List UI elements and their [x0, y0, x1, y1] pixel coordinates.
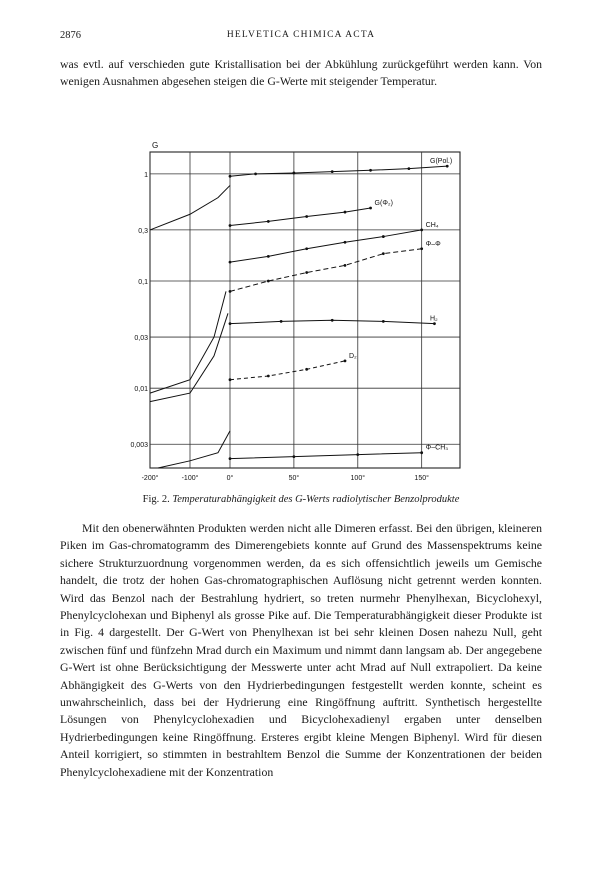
- data-point: [229, 290, 232, 293]
- y-tick-label: 0,1: [138, 279, 148, 287]
- data-point: [229, 224, 232, 227]
- y-tick-label: 1: [144, 171, 148, 179]
- data-point: [267, 280, 270, 283]
- x-tick-label: 100°: [350, 475, 366, 482]
- series-line: [230, 230, 422, 262]
- body-paragraph-text: Mit den obenerwähnten Produkten werden nicht alle Dimeren erfasst. Bei den übrigen, kleineren Piken im Gas-chromatogramm des Dimerengebiets konnte auf Grund des Massenspektrums keine sichere Strukturzuordnung vorgenommen werden, da es sich offensichtlich jeweils um Gemische handelt, die trotz der hohen Gas-chromatographischen Auflösung nicht getrennt werden konnten. Wird das Benzol nach der Bestrahlung hydriert, so treten nurmehr Phenylhexan, Bicyclohexyl, Phenylcyclohexan und Biphenyl als grosse Pike auf. Die Temperaturabhängigkeit dieser Produkte ist in Fig. 4 dargestellt. Der G-Wert von Phenylhexan ist bei sehr kleinen Dosen nahezu Null, geht zwischen fünf und fünfzehn Mrad durch ein Maximum und nimmt dann langsam ab. Der angegebene G-Wert ist ohne Berücksichtigung der Messwerte unter acht Mrad auf Null extrapoliert. Da keine Abhängigkeit des G-Werts von den Hydrierbedingungen festgestellt werden konnte, scheint es unwahrscheinlich, dass bei der Hydrierung eine Ringöffnung auftritt. Synthetisch hergestellte Lösungen von Phenylcyclohexadien und Bicyclohexadienyl ergaben unter denselben Hydrierbedingungen keine Ringöffnung. Ersteres ergibt kleine Mengen Biphenyl. Wird für diesen Anteil korrigiert, so stimmten in bestrahltem Benzol die Summe der Konzentrationen der beiden Phenylcyclohexadiene mit der Konzentration: [60, 521, 542, 779]
- data-point: [420, 451, 423, 454]
- figure-2: [130, 138, 470, 488]
- series-label: G(Φ₂): [374, 200, 393, 208]
- series-line: [230, 453, 422, 459]
- body-paragraph: [60, 520, 542, 781]
- y-axis-label: G: [152, 141, 159, 150]
- series-line: [230, 166, 447, 176]
- series-line: [230, 208, 371, 225]
- data-point: [305, 215, 308, 218]
- series-label: Φ–Φ: [425, 240, 441, 248]
- series-label: CH₄: [425, 221, 439, 229]
- data-point: [229, 378, 232, 381]
- series-line: [230, 361, 345, 380]
- data-point: [420, 247, 423, 250]
- figure-caption: [60, 494, 542, 505]
- data-point: [331, 170, 334, 173]
- data-point: [344, 359, 347, 362]
- y-tick-label: 0,003: [130, 442, 148, 450]
- data-point: [280, 320, 283, 323]
- intro-paragraph-text: was evtl. auf verschieden gute Kristallisation bei der Abkühlung zurückgeführt werden kann. Von wenigen Ausnahmen abgesehen steigen die G-Werte mit steigender Temperatur.: [60, 57, 542, 89]
- y-tick-label: 0,01: [134, 386, 148, 394]
- x-tick-label: 50°: [288, 475, 300, 482]
- data-point: [267, 375, 270, 378]
- data-point: [305, 271, 308, 274]
- series-label: H₂: [430, 315, 438, 323]
- x-tick-label: -100°: [181, 475, 199, 482]
- data-point: [254, 172, 257, 175]
- data-point: [382, 320, 385, 323]
- data-point: [267, 255, 270, 258]
- series-line: [230, 249, 422, 292]
- data-point: [344, 264, 347, 267]
- x-tick-label: -200°: [141, 475, 159, 482]
- data-point: [420, 229, 423, 232]
- x-tick-label: 150°: [414, 475, 429, 482]
- data-point: [292, 172, 295, 175]
- page-number: 2876: [60, 30, 81, 41]
- intro-paragraph: [60, 56, 542, 91]
- data-point: [433, 322, 436, 325]
- data-point: [382, 235, 385, 238]
- data-point: [292, 455, 295, 458]
- journal-title: HELVETICA CHIMICA ACTA: [226, 30, 376, 40]
- data-point: [369, 207, 372, 210]
- data-point: [344, 241, 347, 244]
- data-point: [331, 319, 334, 322]
- low-temperature-curve: [158, 431, 230, 468]
- data-point: [305, 368, 308, 371]
- x-tick-label: 0°: [226, 475, 234, 482]
- y-tick-label: 0,3: [138, 227, 148, 235]
- running-header: [60, 30, 542, 46]
- data-point: [356, 453, 359, 456]
- plot-frame: [150, 152, 460, 468]
- series-label: Φ–CH₃: [425, 444, 449, 452]
- data-point: [382, 252, 385, 255]
- data-point: [446, 165, 449, 168]
- caption-label: Fig. 2.: [142, 494, 170, 505]
- data-point: [305, 247, 308, 250]
- data-point: [369, 169, 372, 172]
- data-point: [229, 457, 232, 460]
- data-point: [407, 167, 410, 170]
- y-tick-label: 0,03: [134, 335, 148, 343]
- series-label: G(Pol.): [430, 158, 453, 166]
- low-temperature-curve: [150, 291, 226, 393]
- series-label: D₂: [349, 352, 357, 360]
- caption-text: Temperaturabhängigkeit des G-Werts radiolytischer Benzolprodukte: [172, 494, 460, 505]
- data-point: [267, 220, 270, 223]
- data-point: [229, 261, 232, 264]
- temperature-g-value-chart: [130, 138, 470, 488]
- data-point: [229, 175, 232, 178]
- data-point: [344, 211, 347, 214]
- data-point: [229, 322, 232, 325]
